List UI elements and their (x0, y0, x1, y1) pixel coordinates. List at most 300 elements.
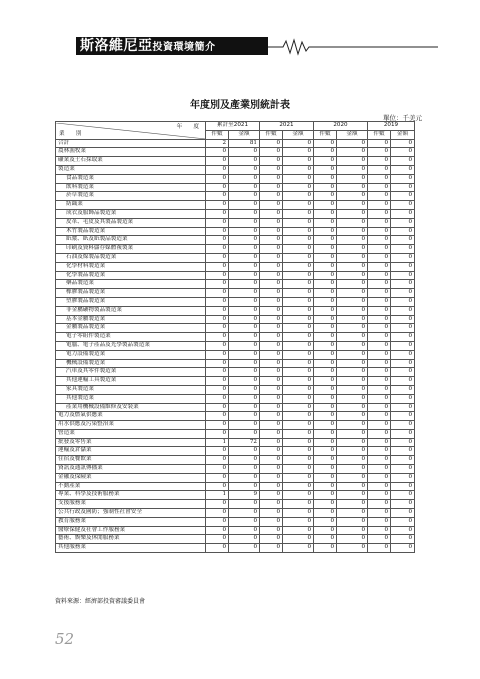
count-cell: 0 (206, 324, 229, 333)
table-row (56, 280, 415, 289)
amount-cell: 0 (337, 306, 368, 315)
amount-cell: 0 (391, 148, 415, 157)
amount-cell: 0 (229, 421, 260, 430)
count-cell: 0 (260, 412, 283, 421)
count-cell: 0 (368, 421, 391, 430)
header-subtitle: 投資環境簡介 (152, 42, 216, 53)
count-cell: 0 (314, 174, 337, 183)
amount-cell: 0 (391, 350, 415, 359)
table-row (56, 509, 415, 518)
amount-cell: 0 (229, 368, 260, 377)
count-cell: 0 (260, 403, 283, 412)
count-cell: 0 (206, 253, 229, 262)
amount-cell: 0 (229, 236, 260, 245)
amount-cell: 0 (391, 429, 415, 438)
count-cell: 0 (260, 165, 283, 174)
count-cell: 0 (260, 526, 283, 535)
amount-header: 金額 (283, 130, 314, 139)
amount-cell: 0 (337, 544, 368, 553)
amount-cell: 0 (229, 148, 260, 157)
table-row (56, 324, 415, 333)
count-cell: 0 (206, 509, 229, 518)
count-cell: 0 (314, 438, 337, 447)
count-cell: 0 (260, 377, 283, 386)
amount-cell: 0 (229, 324, 260, 333)
count-cell: 0 (314, 394, 337, 403)
count-cell: 0 (314, 245, 337, 254)
amount-cell: 0 (229, 306, 260, 315)
amount-cell: 0 (229, 465, 260, 474)
industry-name: 農林漁牧業 (56, 148, 206, 157)
amount-cell: 81 (229, 139, 260, 148)
amount-cell: 0 (337, 201, 368, 210)
table-row (56, 429, 415, 438)
count-cell: 0 (260, 473, 283, 482)
amount-cell: 0 (337, 526, 368, 535)
table-row (56, 297, 415, 306)
count-cell: 0 (368, 359, 391, 368)
count-cell: 0 (368, 236, 391, 245)
amount-cell: 0 (337, 183, 368, 192)
corner-year-label: 年 度 (176, 123, 199, 130)
amount-cell: 0 (391, 174, 415, 183)
count-cell: 0 (368, 438, 391, 447)
amount-cell: 0 (229, 473, 260, 482)
amount-cell: 0 (229, 245, 260, 254)
count-cell: 0 (368, 218, 391, 227)
count-cell: 0 (368, 157, 391, 166)
source-note: 資料來源：經濟部投資審議委員會 (55, 598, 146, 605)
amount-cell: 0 (337, 245, 368, 254)
count-cell: 0 (314, 491, 337, 500)
period-header: 2020 (314, 122, 368, 131)
table-row (56, 465, 415, 474)
count-cell: 0 (314, 148, 337, 157)
count-cell: 0 (314, 500, 337, 509)
amount-cell: 0 (283, 227, 314, 236)
amount-cell: 0 (391, 535, 415, 544)
count-cell: 0 (260, 139, 283, 148)
count-cell: 0 (314, 139, 337, 148)
count-cell: 0 (260, 341, 283, 350)
table-row (56, 201, 415, 210)
count-cell: 0 (314, 227, 337, 236)
amount-cell: 0 (283, 368, 314, 377)
amount-cell: 0 (283, 165, 314, 174)
amount-cell: 0 (229, 412, 260, 421)
amount-cell: 0 (337, 482, 368, 491)
count-cell: 0 (314, 324, 337, 333)
amount-cell: 0 (283, 377, 314, 386)
table-row (56, 526, 415, 535)
amount-cell: 0 (337, 465, 368, 474)
industry-name: 石油及煤製品製造業 (56, 253, 206, 262)
amount-cell: 0 (283, 394, 314, 403)
count-cell: 0 (206, 306, 229, 315)
amount-cell: 0 (391, 509, 415, 518)
amount-cell: 0 (391, 377, 415, 386)
amount-cell: 0 (337, 447, 368, 456)
amount-cell: 0 (229, 517, 260, 526)
count-cell: 0 (260, 368, 283, 377)
amount-cell: 0 (337, 438, 368, 447)
amount-cell: 0 (229, 315, 260, 324)
count-cell: 0 (206, 368, 229, 377)
table-row (56, 350, 415, 359)
amount-cell: 0 (391, 473, 415, 482)
table-row (56, 438, 415, 447)
count-cell: 0 (260, 482, 283, 491)
amount-cell: 0 (283, 201, 314, 210)
industry-name: 紙漿、紙及紙製品製造業 (56, 236, 206, 245)
amount-cell: 0 (283, 350, 314, 359)
count-cell: 0 (368, 377, 391, 386)
amount-cell: 0 (283, 509, 314, 518)
amount-cell: 0 (283, 526, 314, 535)
amount-cell: 0 (283, 500, 314, 509)
amount-cell: 0 (283, 315, 314, 324)
amount-cell: 0 (391, 236, 415, 245)
count-cell: 0 (260, 227, 283, 236)
amount-cell: 0 (283, 157, 314, 166)
amount-cell: 0 (283, 447, 314, 456)
count-cell: 0 (314, 201, 337, 210)
count-header: 件數 (314, 130, 337, 139)
amount-cell: 0 (337, 535, 368, 544)
table-row (56, 245, 415, 254)
header-row-periods (56, 122, 415, 131)
industry-name: 公共行政及國防；強制性社會安全 (56, 509, 206, 518)
count-cell: 0 (314, 341, 337, 350)
amount-cell: 0 (283, 271, 314, 280)
count-cell: 0 (260, 245, 283, 254)
count-cell: 0 (368, 429, 391, 438)
amount-cell: 0 (283, 421, 314, 430)
amount-cell: 0 (391, 183, 415, 192)
count-cell: 0 (206, 359, 229, 368)
table-row (56, 535, 415, 544)
amount-cell: 0 (337, 456, 368, 465)
amount-cell: 0 (229, 201, 260, 210)
count-cell: 0 (260, 183, 283, 192)
count-cell: 0 (314, 456, 337, 465)
count-cell: 0 (206, 236, 229, 245)
table-row (56, 165, 415, 174)
count-cell: 0 (206, 227, 229, 236)
amount-cell: 0 (229, 280, 260, 289)
amount-cell: 0 (391, 297, 415, 306)
count-cell: 0 (314, 403, 337, 412)
industry-name: 菸草製造業 (56, 192, 206, 201)
count-header: 件數 (206, 130, 229, 139)
count-cell: 0 (260, 385, 283, 394)
count-cell: 0 (314, 253, 337, 262)
amount-cell: 0 (337, 227, 368, 236)
count-cell: 0 (314, 297, 337, 306)
count-cell: 0 (206, 377, 229, 386)
count-cell: 0 (368, 482, 391, 491)
count-cell: 0 (314, 447, 337, 456)
amount-cell: 0 (283, 218, 314, 227)
count-cell: 0 (314, 333, 337, 342)
amount-cell: 0 (283, 324, 314, 333)
count-cell: 0 (260, 157, 283, 166)
amount-cell: 0 (391, 526, 415, 535)
industry-name: 汽車及其零件製造業 (56, 368, 206, 377)
amount-cell: 0 (283, 359, 314, 368)
amount-cell: 0 (229, 509, 260, 518)
amount-cell: 0 (229, 333, 260, 342)
industry-name: 紡織業 (56, 201, 206, 210)
count-cell: 0 (368, 174, 391, 183)
amount-cell: 0 (229, 544, 260, 553)
amount-header: 金額 (391, 130, 415, 139)
amount-cell: 0 (337, 429, 368, 438)
count-cell: 0 (314, 359, 337, 368)
count-cell: 0 (368, 315, 391, 324)
amount-cell: 0 (337, 500, 368, 509)
amount-cell: 0 (391, 465, 415, 474)
table-row (56, 500, 415, 509)
industry-name: 專業、科學及技術服務業 (56, 491, 206, 500)
count-cell: 0 (260, 544, 283, 553)
count-cell: 0 (314, 482, 337, 491)
industry-name: 金屬製品製造業 (56, 324, 206, 333)
industry-name: 支援服務業 (56, 500, 206, 509)
count-cell: 0 (206, 429, 229, 438)
table-row (56, 218, 415, 227)
amount-cell: 0 (337, 139, 368, 148)
count-cell: 0 (368, 245, 391, 254)
industry-name: 用水供應及污染整治業 (56, 421, 206, 430)
count-cell: 0 (206, 473, 229, 482)
industry-name: 資訊及通訊傳播業 (56, 465, 206, 474)
amount-cell: 0 (283, 209, 314, 218)
amount-cell: 0 (391, 324, 415, 333)
count-cell: 0 (368, 192, 391, 201)
table-row (56, 253, 415, 262)
count-cell: 0 (368, 333, 391, 342)
amount-cell: 0 (391, 280, 415, 289)
amount-cell: 0 (337, 368, 368, 377)
industry-name: 礦業及土石採取業 (56, 157, 206, 166)
header-country: 斯洛維尼亞 (80, 38, 153, 54)
count-cell: 0 (314, 157, 337, 166)
count-cell: 0 (260, 209, 283, 218)
count-cell: 0 (260, 359, 283, 368)
count-cell: 0 (368, 227, 391, 236)
amount-cell: 0 (229, 403, 260, 412)
count-cell: 0 (206, 183, 229, 192)
count-cell: 0 (206, 456, 229, 465)
amount-cell: 0 (391, 544, 415, 553)
amount-cell: 9 (229, 491, 260, 500)
amount-cell: 0 (229, 209, 260, 218)
amount-cell: 0 (229, 297, 260, 306)
count-cell: 0 (206, 245, 229, 254)
amount-header: 金額 (229, 130, 260, 139)
amount-cell: 0 (391, 157, 415, 166)
industry-name: 教育服務業 (56, 517, 206, 526)
amount-cell: 0 (283, 517, 314, 526)
amount-cell: 0 (229, 262, 260, 271)
amount-cell: 0 (337, 509, 368, 518)
amount-cell: 0 (337, 341, 368, 350)
amount-cell: 0 (391, 227, 415, 236)
table-row (56, 148, 415, 157)
table-row (56, 157, 415, 166)
count-cell: 0 (260, 280, 283, 289)
industry-name: 橡膠製品製造業 (56, 289, 206, 298)
amount-cell: 0 (283, 341, 314, 350)
table-row (56, 447, 415, 456)
amount-cell: 0 (337, 350, 368, 359)
corner-cell (56, 122, 206, 140)
period-header: 2019 (368, 122, 415, 131)
amount-cell: 0 (391, 253, 415, 262)
count-cell: 0 (206, 333, 229, 342)
count-cell: 0 (314, 183, 337, 192)
amount-cell: 0 (283, 438, 314, 447)
industry-name: 金融及保險業 (56, 473, 206, 482)
count-cell: 0 (368, 350, 391, 359)
count-cell: 0 (368, 500, 391, 509)
amount-cell: 0 (391, 209, 415, 218)
amount-cell: 0 (391, 456, 415, 465)
count-cell: 0 (206, 262, 229, 271)
heartbeat-line-icon (58, 37, 438, 59)
table-row (56, 306, 415, 315)
count-cell: 0 (368, 165, 391, 174)
amount-cell: 0 (283, 236, 314, 245)
table-row (56, 289, 415, 298)
count-cell: 0 (368, 148, 391, 157)
industry-name: 家具製造業 (56, 385, 206, 394)
count-cell: 0 (314, 517, 337, 526)
count-cell: 0 (368, 465, 391, 474)
count-cell: 0 (206, 544, 229, 553)
period-header: 累計至2021 (206, 122, 260, 131)
count-cell: 0 (206, 280, 229, 289)
amount-cell: 0 (337, 473, 368, 482)
amount-cell: 0 (391, 421, 415, 430)
count-cell: 0 (260, 289, 283, 298)
amount-cell: 0 (337, 192, 368, 201)
amount-cell: 0 (229, 218, 260, 227)
amount-cell: 0 (229, 526, 260, 535)
amount-cell: 0 (391, 341, 415, 350)
count-cell: 0 (368, 509, 391, 518)
amount-cell: 0 (391, 412, 415, 421)
industry-name: 皮革、毛皮及其製品製造業 (56, 218, 206, 227)
count-cell: 0 (314, 280, 337, 289)
amount-cell: 0 (283, 280, 314, 289)
count-cell: 0 (260, 271, 283, 280)
count-cell: 0 (368, 297, 391, 306)
count-cell: 0 (206, 482, 229, 491)
count-cell: 0 (260, 324, 283, 333)
industry-name: 其他製造業 (56, 394, 206, 403)
table-row (56, 227, 415, 236)
amount-cell: 0 (337, 280, 368, 289)
count-cell: 0 (260, 500, 283, 509)
count-cell: 0 (206, 315, 229, 324)
count-header: 件數 (260, 130, 283, 139)
amount-cell: 0 (283, 412, 314, 421)
table-row (56, 394, 415, 403)
count-cell: 0 (206, 535, 229, 544)
count-cell: 0 (368, 456, 391, 465)
amount-cell: 0 (337, 385, 368, 394)
count-cell: 0 (206, 209, 229, 218)
amount-cell: 0 (337, 333, 368, 342)
amount-cell: 0 (391, 385, 415, 394)
amount-cell: 0 (391, 447, 415, 456)
count-cell: 0 (314, 262, 337, 271)
count-cell: 0 (206, 341, 229, 350)
amount-cell: 0 (283, 297, 314, 306)
count-cell: 0 (368, 517, 391, 526)
amount-cell: 0 (391, 289, 415, 298)
count-cell: 0 (368, 201, 391, 210)
count-cell: 0 (260, 306, 283, 315)
industry-name: 電子零組件製造業 (56, 333, 206, 342)
amount-cell: 0 (337, 218, 368, 227)
period-header: 2021 (260, 122, 314, 131)
industry-name: 化學材料製造業 (56, 262, 206, 271)
count-cell: 0 (206, 271, 229, 280)
amount-cell: 0 (283, 289, 314, 298)
industry-name: 基本金屬製造業 (56, 315, 206, 324)
count-cell: 0 (260, 350, 283, 359)
amount-cell: 0 (283, 456, 314, 465)
count-cell: 0 (206, 421, 229, 430)
amount-cell: 0 (283, 306, 314, 315)
amount-cell: 0 (283, 192, 314, 201)
table-row (56, 544, 415, 553)
industry-name: 批發及零售業 (56, 438, 206, 447)
amount-cell: 0 (229, 271, 260, 280)
count-cell: 0 (368, 526, 391, 535)
count-cell: 0 (260, 262, 283, 271)
count-cell: 1 (206, 491, 229, 500)
corner-industry-label: 業 別 (59, 131, 82, 138)
amount-cell: 0 (391, 201, 415, 210)
report-title: 年度別及產業別統計表 (190, 100, 290, 111)
table-row (56, 456, 415, 465)
amount-cell: 72 (229, 438, 260, 447)
count-cell: 0 (314, 218, 337, 227)
amount-cell: 0 (283, 465, 314, 474)
amount-cell: 0 (337, 377, 368, 386)
amount-cell: 0 (391, 517, 415, 526)
amount-cell: 0 (391, 245, 415, 254)
count-cell: 0 (206, 412, 229, 421)
count-cell: 0 (368, 289, 391, 298)
amount-cell: 0 (229, 341, 260, 350)
count-cell: 0 (260, 447, 283, 456)
amount-cell: 0 (337, 491, 368, 500)
count-cell: 1 (206, 438, 229, 447)
industry-name: 成衣及服飾品製造業 (56, 209, 206, 218)
amount-cell: 0 (229, 377, 260, 386)
table-row (56, 368, 415, 377)
count-cell: 0 (260, 535, 283, 544)
amount-cell: 0 (337, 165, 368, 174)
industry-name: 合計 (56, 139, 206, 148)
count-cell: 0 (206, 165, 229, 174)
count-cell: 0 (206, 174, 229, 183)
